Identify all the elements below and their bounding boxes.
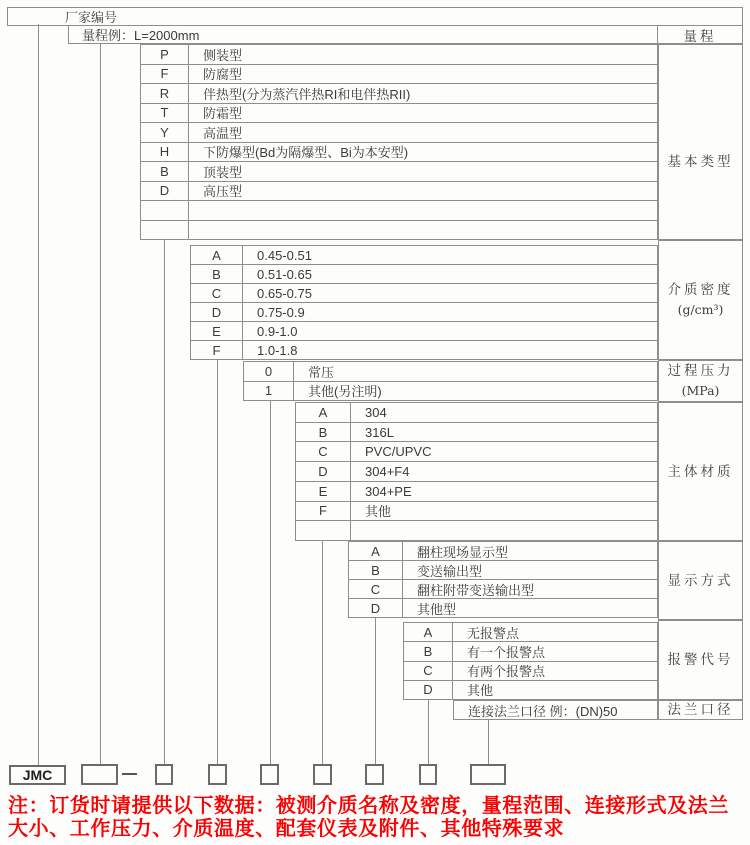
code-slot-range xyxy=(81,764,118,785)
section-label-basic-type: 基本类型 xyxy=(658,44,743,240)
code-cell: C xyxy=(404,662,453,680)
desc-cell: 304+F4 xyxy=(365,464,410,480)
order-note-line1: 注：订货时请提供以下数据：被测介质名称及密度，量程范围、连接形式及法兰 xyxy=(8,795,729,817)
connector-line xyxy=(322,540,323,765)
desc-cell: 变送输出型 xyxy=(417,563,483,579)
desc-cell: 下防爆型(Bd为隔爆型、Bi为本安型) xyxy=(203,145,409,161)
code-cell: B xyxy=(349,561,403,579)
table-row xyxy=(141,161,657,181)
desc-cell: 顶装型 xyxy=(203,164,243,180)
code-cell: E xyxy=(296,482,351,501)
desc-cell: 翻柱现场显示型 xyxy=(417,544,509,560)
table-row xyxy=(141,142,657,162)
range-row xyxy=(68,25,743,44)
code-cell xyxy=(296,521,351,540)
desc-cell xyxy=(189,221,657,240)
section-label-flange: 法兰口径 xyxy=(658,700,743,720)
manufacturer-box xyxy=(7,7,743,26)
table-row-empty xyxy=(141,200,657,220)
table-row xyxy=(191,302,657,321)
table-row xyxy=(404,661,657,680)
section-label-alarm-code: 报警代号 xyxy=(658,620,743,700)
code-slot-display-mode xyxy=(365,764,384,785)
code-cell: B xyxy=(141,162,189,181)
desc-cell: 0.65-0.75 xyxy=(257,285,312,301)
connector-line xyxy=(100,43,101,765)
section-label-display-mode: 显示方式 xyxy=(658,541,743,620)
display-mode-table xyxy=(348,541,658,618)
pressure-table xyxy=(243,361,658,401)
connector-line xyxy=(488,719,489,765)
code-cell: C xyxy=(296,442,351,461)
code-cell: A xyxy=(191,246,243,264)
material-table xyxy=(295,402,658,541)
order-note xyxy=(8,795,748,840)
code-cell: B xyxy=(296,423,351,442)
code-cell: D xyxy=(296,462,351,481)
desc-cell: 0.51-0.65 xyxy=(257,266,312,282)
table-row xyxy=(244,381,657,401)
connector-line xyxy=(38,24,39,765)
desc-cell xyxy=(189,201,657,220)
table-row xyxy=(296,422,657,442)
desc-cell: 304+PE xyxy=(365,483,412,499)
code-cell xyxy=(141,201,189,220)
code-cell: F xyxy=(141,65,189,84)
table-row xyxy=(191,246,657,264)
desc-cell: 高压型 xyxy=(203,184,243,200)
desc-cell: 常压 xyxy=(308,364,335,380)
desc-cell: 防霜型 xyxy=(203,106,243,122)
code-slot-flange xyxy=(470,764,506,785)
code-cell: 1 xyxy=(244,382,294,401)
code-cell: T xyxy=(141,104,189,123)
code-cell: A xyxy=(349,542,403,560)
desc-cell: 防腐型 xyxy=(203,67,243,83)
table-row xyxy=(191,321,657,340)
table-row xyxy=(141,122,657,142)
code-cell: C xyxy=(191,284,243,302)
code-cell xyxy=(141,221,189,240)
section-label-range: 量程 xyxy=(657,26,742,43)
code-cell: D xyxy=(349,599,403,617)
model-prefix-box: JMC xyxy=(9,765,66,785)
code-cell: B xyxy=(191,265,243,283)
desc-cell: 高温型 xyxy=(203,125,243,141)
order-note-line2: 大小、工作压力、介质温度、配套仪表及附件、其他特殊要求 xyxy=(8,817,565,840)
desc-cell: 0.45-0.51 xyxy=(257,247,312,263)
alarm-code-table xyxy=(403,622,658,700)
desc-cell: 侧装型 xyxy=(203,47,243,63)
table-row xyxy=(191,283,657,302)
desc-cell: 其他(另注明) xyxy=(308,384,382,400)
code-slot-pressure xyxy=(260,764,279,785)
table-row xyxy=(296,501,657,521)
flange-row: 连接法兰口径 例：(DN)50 xyxy=(453,700,658,720)
section-label-material: 主体材质 xyxy=(658,402,743,541)
desc-cell: 0.75-0.9 xyxy=(257,304,305,320)
desc-cell: 1.0-1.8 xyxy=(257,342,298,358)
table-row xyxy=(296,403,657,422)
section-label-pressure: 过程压力 (MPa) xyxy=(658,360,743,402)
table-row xyxy=(349,542,657,560)
table-row xyxy=(141,45,657,64)
table-row xyxy=(349,560,657,579)
desc-cell: 翻柱附带变送输出型 xyxy=(417,582,535,598)
desc-cell xyxy=(351,521,657,540)
manufacturer-label: 厂家编号 xyxy=(65,10,118,25)
basic-type-table xyxy=(140,44,658,240)
table-row xyxy=(191,340,657,359)
table-row xyxy=(141,103,657,123)
table-row xyxy=(191,264,657,283)
code-cell: D xyxy=(191,303,243,321)
connector-line xyxy=(270,400,271,765)
code-cell: Y xyxy=(141,123,189,142)
desc-cell: PVC/UPVC xyxy=(365,444,432,460)
table-row xyxy=(296,441,657,461)
desc-cell: 其他 xyxy=(365,504,392,520)
code-cell: C xyxy=(349,580,403,598)
code-cell: A xyxy=(296,403,351,422)
code-cell: H xyxy=(141,143,189,162)
code-cell: F xyxy=(296,502,351,521)
density-table xyxy=(190,245,658,360)
code-cell: D xyxy=(141,182,189,201)
range-example: 量程例：L=2000mm xyxy=(82,28,200,43)
connector-line xyxy=(428,699,429,765)
code-slot-material xyxy=(313,764,332,785)
desc-cell: 无报警点 xyxy=(467,625,520,641)
code-cell: R xyxy=(141,84,189,103)
table-row xyxy=(349,598,657,617)
code-cell: F xyxy=(191,341,243,359)
table-row xyxy=(141,64,657,84)
desc-cell: 有一个报警点 xyxy=(467,644,546,660)
table-row xyxy=(141,181,657,201)
desc-cell: 其他 xyxy=(467,683,494,699)
desc-cell: 304 xyxy=(365,404,387,420)
table-row xyxy=(404,623,657,641)
table-row xyxy=(244,362,657,381)
table-row xyxy=(296,481,657,501)
table-row xyxy=(141,83,657,103)
table-row xyxy=(349,579,657,598)
connector-line xyxy=(217,359,218,765)
code-cell: 0 xyxy=(244,362,294,381)
code-cell: B xyxy=(404,642,453,660)
dash-separator xyxy=(122,773,137,775)
code-cell: D xyxy=(404,681,453,699)
table-row-empty xyxy=(141,220,657,240)
code-cell: A xyxy=(404,623,453,641)
code-slot-basic-type xyxy=(155,764,173,785)
code-cell: E xyxy=(191,322,243,340)
desc-cell: 有两个报警点 xyxy=(467,664,546,680)
connector-line xyxy=(375,617,376,765)
code-cell: P xyxy=(141,45,189,64)
code-slot-alarm-code xyxy=(419,764,437,785)
section-label-density: 介质密度 (g/cm³) xyxy=(658,240,743,360)
connector-line xyxy=(164,239,165,765)
table-row xyxy=(404,641,657,660)
desc-cell: 其他型 xyxy=(417,601,457,617)
table-row xyxy=(404,680,657,699)
code-slot-density xyxy=(208,764,227,785)
table-row xyxy=(296,461,657,481)
desc-cell: 伴热型(分为蒸汽伴热RI和电伴热RII) xyxy=(203,86,411,102)
table-row-empty xyxy=(296,520,657,540)
desc-cell: 316L xyxy=(365,424,394,440)
desc-cell: 0.9-1.0 xyxy=(257,323,298,339)
